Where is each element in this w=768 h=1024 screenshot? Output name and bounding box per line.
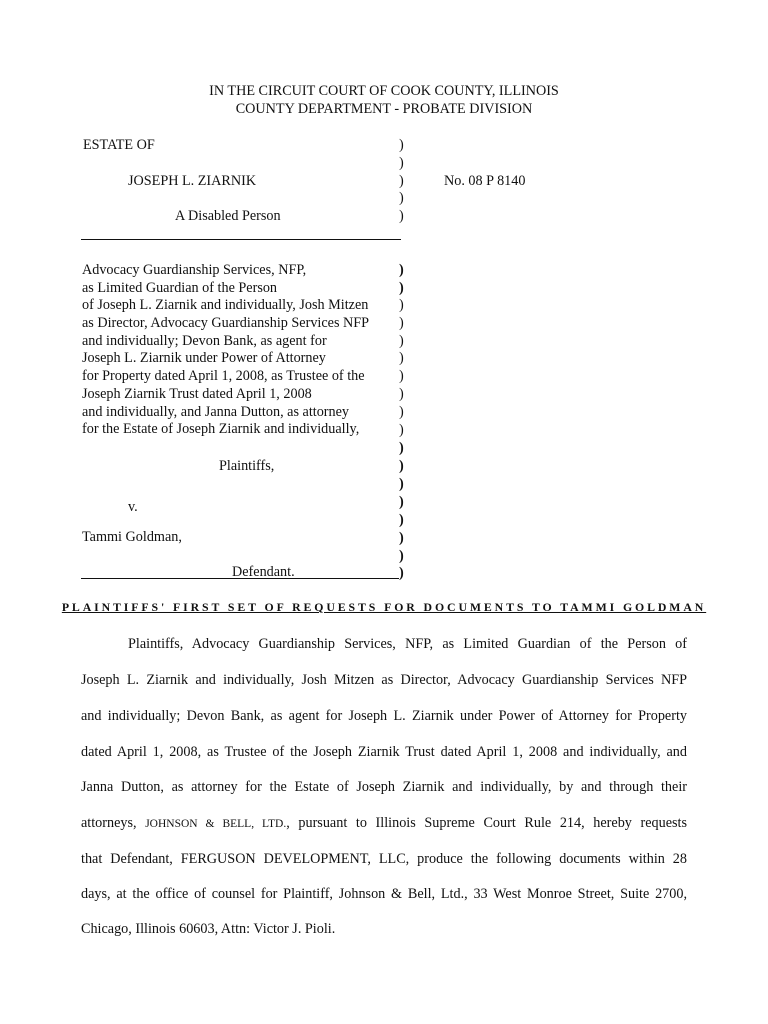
caption-paren: ) — [399, 386, 404, 402]
caption-paren: ) — [399, 155, 404, 171]
body-text: , pursuant to Illinois Supreme Court Rule 214, hereby requests — [286, 815, 688, 831]
body-text: attorneys, — [81, 815, 137, 831]
court-name: IN THE CIRCUIT COURT OF COOK COUNTY, ILLINOIS — [209, 83, 559, 99]
body-line: days, at the office of counsel for Plaintiff, Johnson & Bell, Ltd., 33 West Monroe Street, Suite 2700, — [81, 886, 687, 902]
plaintiff-line: for the Estate of Joseph Ziarnik and individually, — [82, 421, 360, 437]
plaintiff-line: as Director, Advocacy Guardianship Services NFP — [82, 315, 370, 331]
plaintiff-line: Joseph Ziarnik Trust dated April 1, 2008 — [82, 386, 312, 402]
caption-paren: ) — [399, 173, 404, 189]
body-line: that Defendant, FERGUSON DEVELOPMENT, LLC, produce the following documents within 28 — [81, 851, 687, 867]
caption-paren: ) — [399, 494, 404, 510]
plaintiff-line: for Property dated April 1, 2008, as Trustee of the — [82, 368, 365, 384]
disabled-person-label: A Disabled Person — [175, 208, 281, 224]
plaintiff-line: as Limited Guardian of the Person — [82, 280, 278, 296]
body-line: and individually; Devon Bank, as agent for Joseph L. Ziarnik under Power of Attorney for Property — [81, 708, 687, 724]
plaintiff-line: and individually; Devon Bank, as agent for — [82, 333, 327, 349]
caption-paren: ) — [399, 297, 404, 313]
caption-paren: ) — [399, 262, 404, 278]
caption-paren: ) — [399, 368, 404, 384]
caption-paren: ) — [399, 280, 404, 296]
defendant-name: Tammi Goldman, — [82, 529, 182, 545]
document-title: PLAINTIFFS' FIRST SET OF REQUESTS FOR DOCUMENTS TO TAMMI GOLDMAN — [61, 600, 707, 614]
caption-paren: ) — [399, 422, 404, 438]
plaintiff-line: of Joseph L. Ziarnik and individually, Josh Mitzen — [82, 297, 369, 313]
caption-paren: ) — [399, 350, 404, 366]
caption-paren: ) — [399, 548, 404, 564]
caption-paren: ) — [399, 208, 404, 224]
versus-label: v. — [128, 499, 138, 515]
caption-paren: ) — [399, 315, 404, 331]
caption-paren: ) — [399, 512, 404, 528]
body-line: Chicago, Illinois 60603, Attn: Victor J. Pioli. — [81, 921, 336, 937]
caption-paren: ) — [399, 137, 404, 153]
body-line — [128, 637, 687, 651]
estate-of-label: ESTATE OF — [83, 137, 155, 153]
caption-paren: ) — [399, 333, 404, 349]
plaintiff-line: and individually, and Janna Dutton, as attorney — [82, 404, 350, 420]
person-name: JOSEPH L. ZIARNIK — [128, 173, 257, 189]
caption-paren: ) — [399, 565, 404, 581]
plaintiff-line: Joseph L. Ziarnik under Power of Attorney — [82, 350, 326, 366]
caption-paren: ) — [399, 458, 404, 474]
body-text: Plaintiffs, Advocacy Guardianship Services, NFP, as Limited Guardian of the Person of — [128, 636, 687, 652]
plaintiffs-label: Plaintiffs, — [219, 458, 275, 474]
law-firm-name: JOHNSON & BELL, LTD. — [145, 818, 287, 830]
body-line: dated April 1, 2008, as Trustee of the Joseph Ziarnik Trust dated April 1, 2008 and individually, and — [81, 744, 687, 760]
defendant-label: Defendant. — [232, 564, 295, 580]
body-line — [81, 816, 687, 831]
plaintiff-line: Advocacy Guardianship Services, NFP, — [82, 262, 307, 278]
case-number: No. 08 P 8140 — [444, 173, 526, 189]
caption-paren: ) — [399, 404, 404, 420]
caption-paren: ) — [399, 190, 404, 206]
caption-paren: ) — [399, 440, 404, 456]
caption-divider — [81, 239, 401, 240]
caption-paren: ) — [399, 476, 404, 492]
body-line: Janna Dutton, as attorney for the Estate of Joseph Ziarnik and individually, by and through their — [81, 779, 687, 795]
court-division: COUNTY DEPARTMENT - PROBATE DIVISION — [235, 101, 533, 117]
body-line: Joseph L. Ziarnik and individually, Josh Mitzen as Director, Advocacy Guardianship Services NFP — [81, 672, 687, 688]
caption-paren: ) — [399, 530, 404, 546]
